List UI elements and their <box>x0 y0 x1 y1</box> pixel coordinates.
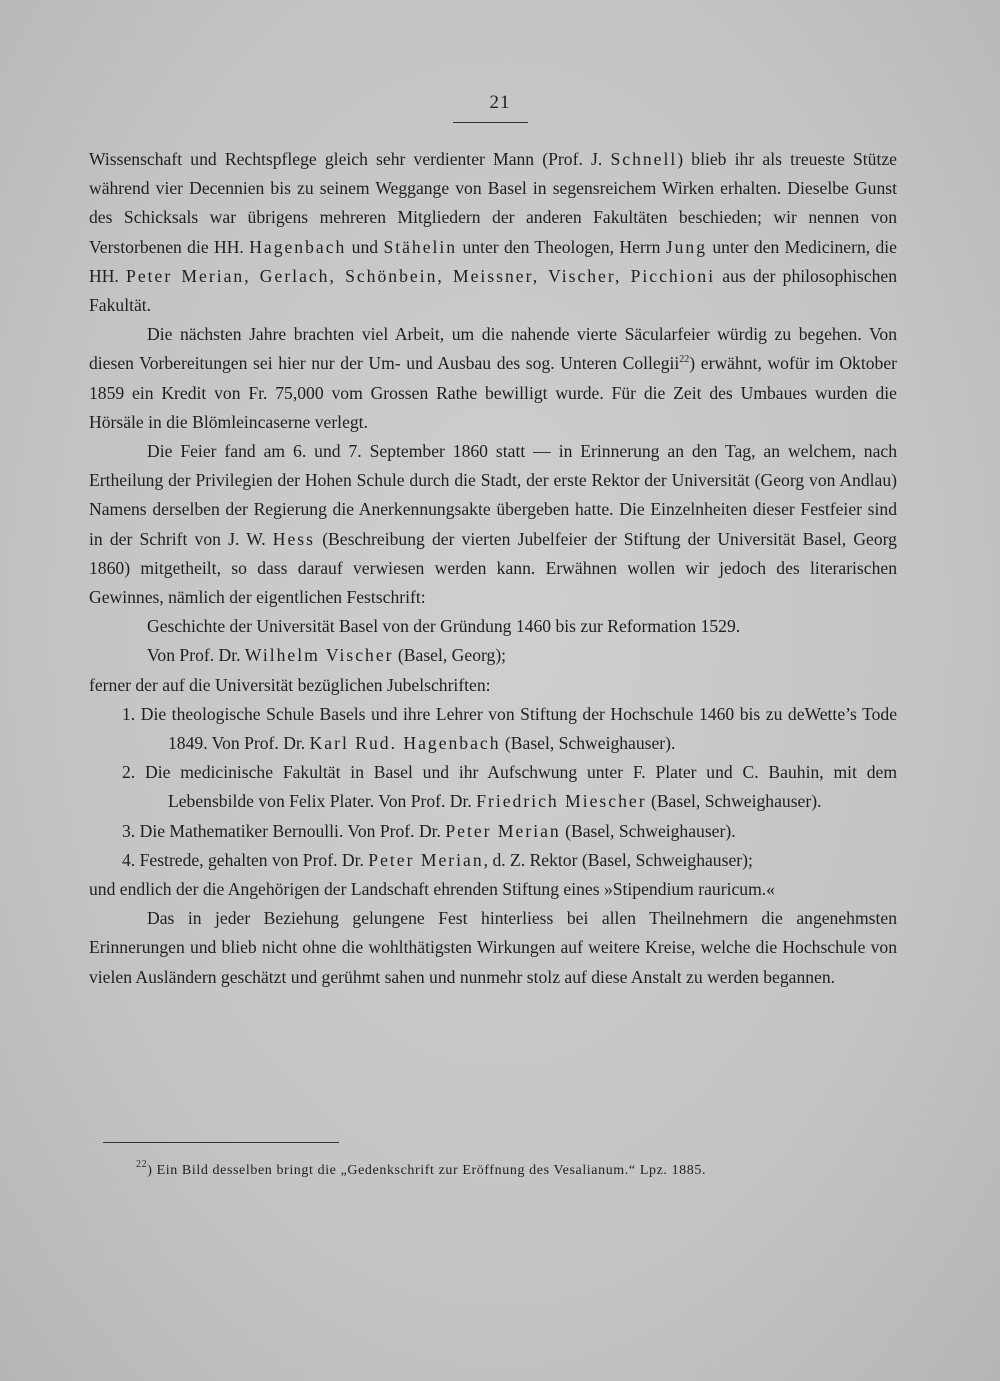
list-item: 2. Die medicinische Fakultät in Basel und ihr Aufschwung unter F. Plater und C. Bauhin, mit dem Lebensbilde von Felix Plater. Von Prof. Dr. Friedrich Miescher (Basel, Schweighauser). <box>122 762 898 812</box>
festschrift-author: Von Prof. Dr. Wilhelm Vischer (Basel, Georg); <box>147 645 507 666</box>
body-text <box>89 145 897 992</box>
list-item: 4. Festrede, gehalten von Prof. Dr. Peter Merian, d. Z. Rektor (Basel, Schweighauser); <box>122 849 753 870</box>
paragraph-3: Die Feier fand am 6. und 7. September 1860 statt — in Erinnerung an den Tag, an welchem, nach Ertheilung der Privilegien der Hohen Schule durch die Stadt, der erste Rektor der Universität (Georg von Andlau) Namens derselben der Regierung die Anerkennungsakte übergeben hatte. Die Einzelnheiten dieser Festfeier sind in der Schrift von J. W. Hess (Beschreibung der vierten Jubelfeier der Stiftung der Universität Basel, Georg 1860) mitgetheilt, so dass darauf verwiesen werden kann. Erwähnen wollen wir jedoch des literarischen Gewinnes, nämlich der eigentlichen Festschrift: <box>89 441 897 608</box>
person-name: Jung <box>665 236 708 257</box>
footnote-ref: 22 <box>679 354 690 366</box>
person-name: Wilhelm Vischer <box>244 645 394 666</box>
person-name: Peter Merian <box>368 849 484 870</box>
person-name: Schnell <box>610 149 678 169</box>
paragraph-final: Das in jeder Beziehung gelungene Fest hinterliess bei allen Theilnehmern die angenehmsten Erinnerungen und blieb nicht ohne die wohlthätigsten Wirkungen auf weitere Kreise, welche die Hochschule von vielen Ausländern geschätzt und gerühmt sahen und nunmehr stolz auf diese Anstalt zu werden begannen. <box>89 908 897 987</box>
person-name: Karl Rud. Hagenbach <box>309 733 501 754</box>
list-item: 1. Die theologische Schule Basels und ihre Lehrer von Stiftung der Hochschule 1460 bis zu deWette’s Tode 1849. Von Prof. Dr. Karl Rud. Hagenbach (Basel, Schweighauser). <box>122 703 897 754</box>
footnote-mark: 22 <box>136 1159 148 1170</box>
footnote <box>136 1159 836 1179</box>
person-name: Peter Merian <box>445 820 561 841</box>
paragraph-1: Wissenschaft und Rechtspflege gleich sehr verdienter Mann (Prof. J. Schnell) blieb ihr als treueste Stütze während vier Decennien bis zu seinem Weggange von Basel in segensreichem Wirken erhalten. Dieselbe Gunst des Schicksals war übrigens mehreren Mitgliedern der anderen Fakultäten beschieden; wir nennen von Verstorbenen die HH. Hagenbach und Stähelin unter den Theologen, Herrn Jung unter den Medicinern, die HH. Peter Merian, Gerlach, Schönbein, Meissner, Vischer, Picchioni aus der philosophischen Fakultät. <box>89 149 897 316</box>
footnote-text: ) Ein Bild desselben bringt die „Gedenkschrift zur Eröffnung des Vesalianum.“ Lpz. 1885. <box>147 1163 707 1178</box>
festschrift-title: Geschichte der Universität Basel von der Gründung 1460 bis zur Reformation 1529. <box>147 616 741 637</box>
paragraph-2: Die nächsten Jahre brachten viel Arbeit, um die nahende vierte Säcularfeier würdig zu begehen. Von diesen Vorbereitungen sei hier nur der Um- und Ausbau des sog. Unteren Collegii$^{22}$) erwähnt, wofür im Oktober 1859 ein Kredit von Fr. 75,000 vom Grossen Rathe bewilligt wurde. Für die Zeit des Umbaues wurden die Hörsäle in die Blömleincaserne verlegt. <box>89 324 897 432</box>
jubelschriften-intro: ferner der auf die Universität bezüglichen Jubelschriften: <box>89 674 491 695</box>
footnote-rule <box>103 1142 339 1143</box>
person-name: Hagenbach <box>249 236 347 257</box>
person-name: Stähelin <box>383 236 458 257</box>
closing-line: und endlich der die Angehörigen der Landschaft ehrenden Stiftung eines »Stipendium rauricum.« <box>89 879 775 900</box>
person-names: Peter Merian, Gerlach, Schönbein, Meissner, Vischer, Picchioni <box>126 265 716 286</box>
person-name: Hess <box>272 528 316 549</box>
person-name: Friedrich Miescher <box>476 791 647 812</box>
header-rule <box>453 122 528 123</box>
list-item: 3. Die Mathematiker Bernoulli. Von Prof. Dr. Peter Merian (Basel, Schweighauser). <box>122 820 736 841</box>
page-number: 21 <box>489 92 511 113</box>
